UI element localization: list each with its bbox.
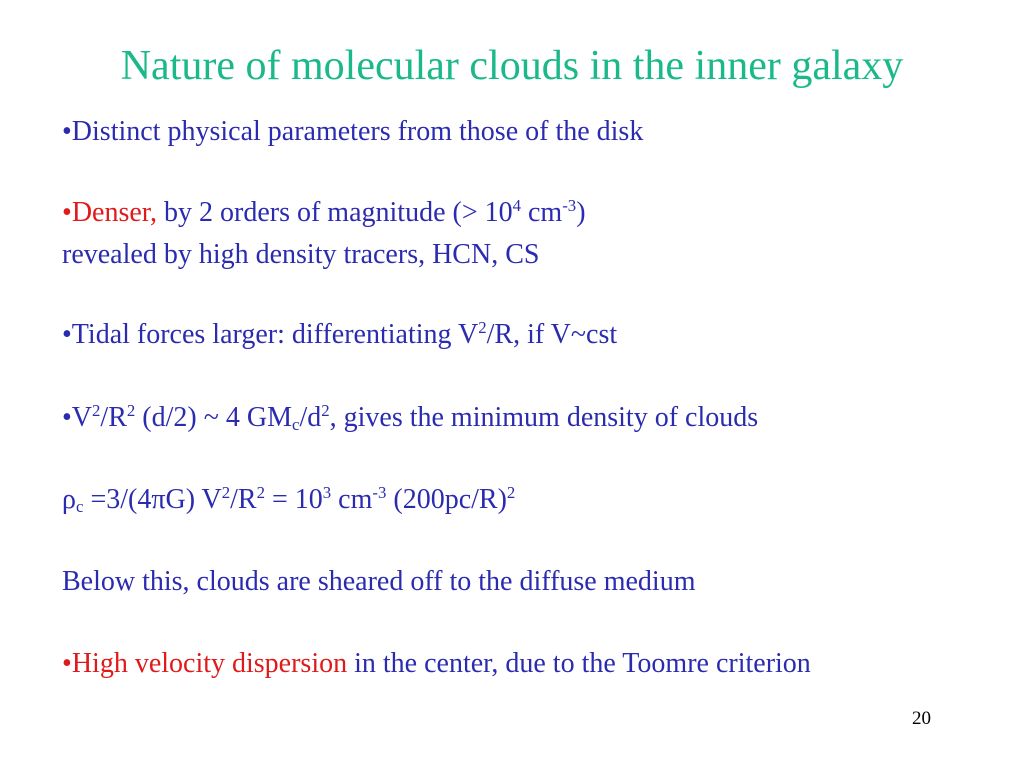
sheared-off-text: Below this, clouds are sheared off to the diffuse medium (62, 566, 696, 597)
formula-rho: ρ (62, 484, 76, 515)
bullet-distinct-parameters: •Distinct physical parameters from those of the disk (62, 116, 644, 147)
denser-text: by 2 orders of magnitude (> 10 (157, 197, 513, 228)
equation-part: •V (62, 402, 93, 433)
equation-part: (d/2) ~ 4 GM (135, 402, 292, 433)
formula-part: cm (331, 484, 373, 515)
equation-exponent: 2 (92, 400, 101, 420)
bullet-marker: • (62, 648, 72, 679)
formula-part: =3/(4πG) V (83, 484, 222, 515)
formula-exponent: 2 (221, 482, 231, 502)
formula-part: /R (230, 484, 257, 515)
equation-part: /d (299, 402, 322, 433)
density-formula (62, 483, 515, 517)
formula-exponent: -3 (372, 482, 387, 502)
bullet-velocity-dispersion (62, 647, 811, 681)
page-number: 20 (912, 708, 931, 729)
denser-tracers-line: revealed by high density tracers, HCN, CS (62, 239, 540, 270)
denser-unit: cm (521, 197, 563, 228)
equation-exponent: 2 (321, 400, 330, 420)
equation-exponent: 2 (126, 400, 136, 420)
tidal-rest: /R, if V~cst (486, 319, 618, 350)
bullet-marker: • (62, 197, 72, 228)
denser-exponent: 4 (512, 195, 521, 215)
equation-subscript: c (291, 415, 300, 435)
formula-exponent: 2 (506, 482, 516, 502)
denser-highlight: Denser, (71, 197, 157, 228)
formula-part: (200pc/R) (386, 484, 507, 515)
denser-close: ) (576, 197, 586, 228)
bullet-minimum-density (62, 401, 758, 435)
velocity-highlight: High velocity dispersion (71, 648, 348, 679)
formula-exponent: 2 (256, 482, 265, 502)
equation-part: , gives the minimum density of clouds (329, 402, 759, 433)
bullet-denser (62, 196, 586, 230)
formula-exponent: 3 (322, 482, 332, 502)
tidal-text: •Tidal forces larger: differentiating V (62, 319, 479, 350)
velocity-text: in the center, due to the Toomre criterion (347, 648, 811, 679)
tidal-exponent: 2 (478, 317, 487, 337)
formula-part: = 10 (264, 484, 323, 515)
denser-unit-exponent: -3 (562, 195, 577, 215)
formula-subscript: c (75, 497, 84, 517)
equation-part: /R (100, 402, 127, 433)
slide-title: Nature of molecular clouds in the inner galaxy (120, 43, 904, 89)
bullet-tidal-forces (62, 318, 617, 352)
